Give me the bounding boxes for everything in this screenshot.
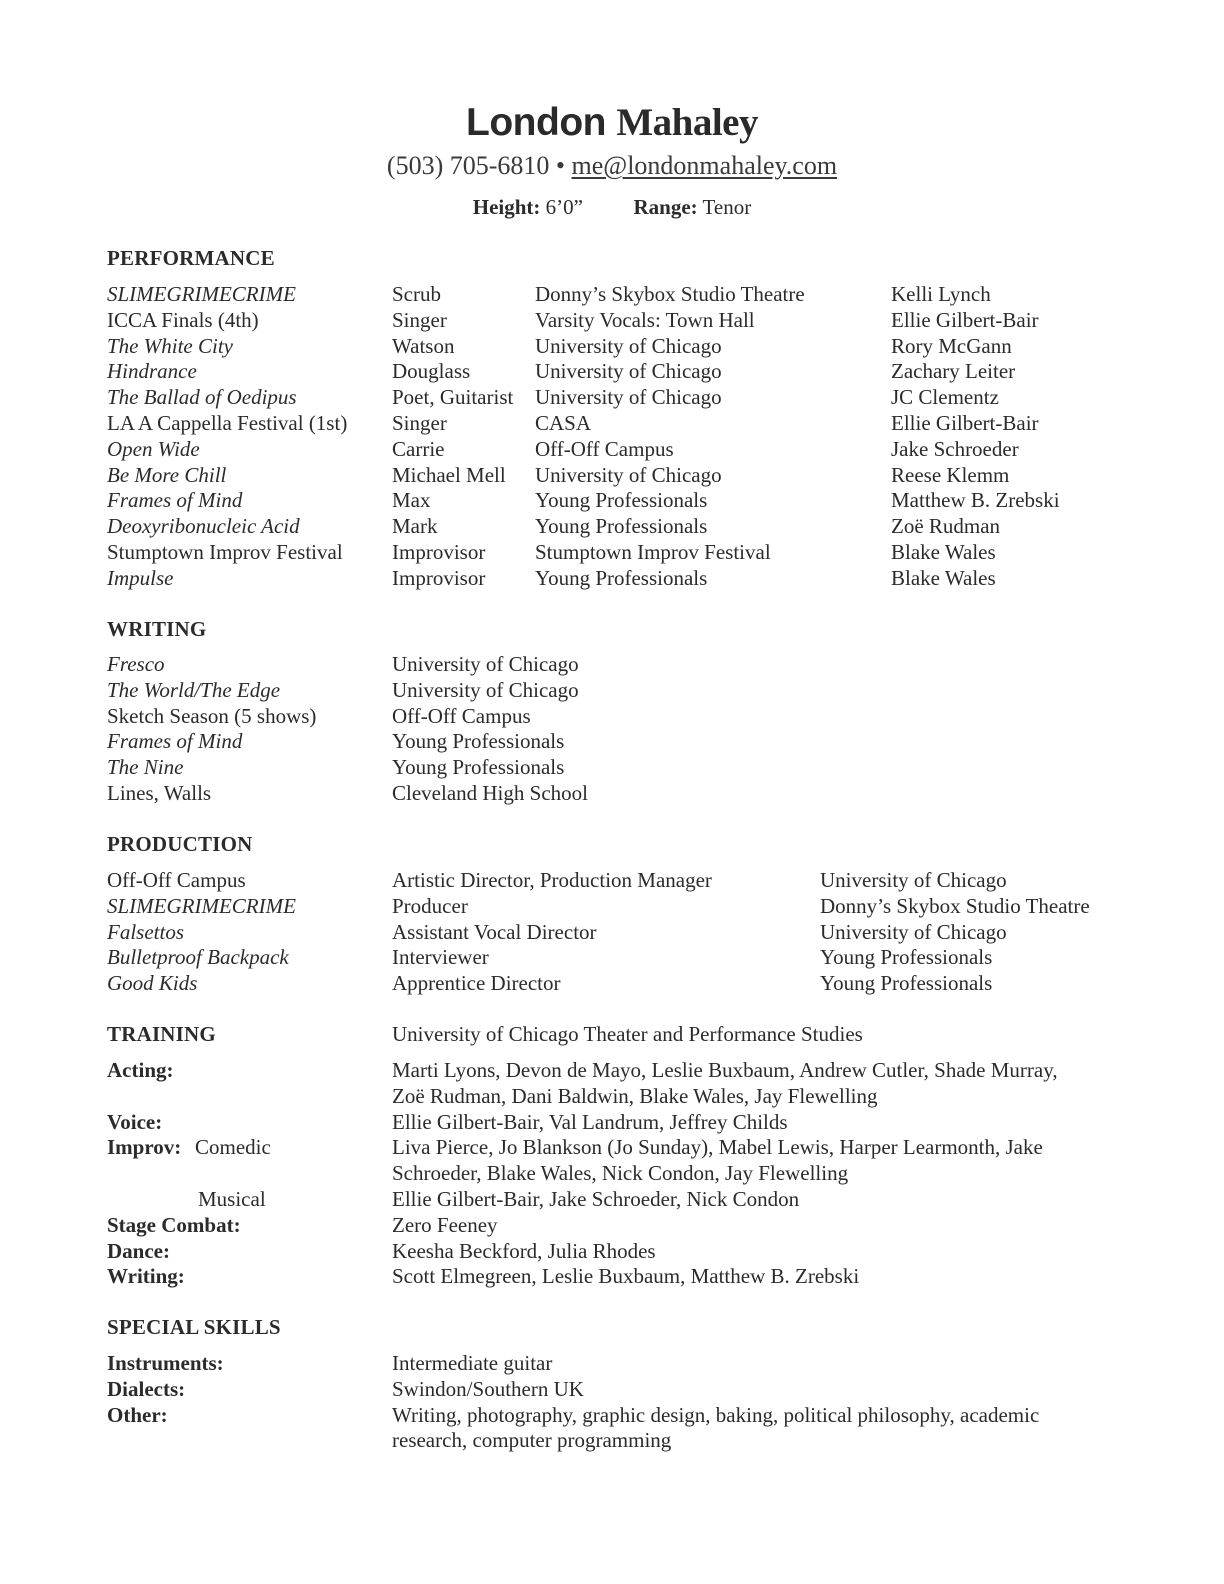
performance-director: Zachary Leiter (891, 359, 1016, 384)
performance-director: Rory McGann (891, 333, 1012, 358)
production-title: SLIMEGRIMECRIME (107, 893, 296, 918)
combat-teachers: Zero Feeney (392, 1212, 498, 1237)
writing-venue: Young Professionals (392, 729, 565, 754)
performance-venue: University of Chicago (535, 385, 722, 410)
comedic-label: Comedic (195, 1135, 271, 1160)
contact-separator: • (555, 151, 565, 180)
performance-director: JC Clementz (891, 385, 999, 410)
performance-director: Zoë Rudman (891, 514, 1001, 539)
range-value: Tenor (702, 195, 752, 219)
voice-teachers: Ellie Gilbert-Bair, Val Landrum, Jeffrey Childs (392, 1109, 788, 1134)
performance-role: Max (392, 488, 431, 513)
performance-title: Frames of Mind (107, 488, 243, 513)
performance-heading: PERFORMANCE (107, 246, 275, 270)
dance-label: Dance: (107, 1238, 170, 1263)
production-venue: Donny’s Skybox Studio Theatre (820, 893, 1090, 918)
comedic-teachers-line1: Liva Pierce, Jo Blankson (Jo Sunday), Mabel Lewis, Harper Learmonth, Jake (392, 1135, 1043, 1160)
writing-title: The World/The Edge (107, 677, 281, 702)
performance-director: Blake Wales (891, 565, 996, 590)
performance-role: Michael Mell (392, 462, 506, 487)
writing-heading: WRITING (107, 617, 207, 641)
acting-teachers-line2: Zoë Rudman, Dani Baldwin, Blake Wales, Jay Flewelling (392, 1083, 878, 1108)
performance-venue: Stumptown Improv Festival (535, 539, 771, 564)
production-venue: Young Professionals (820, 971, 993, 996)
performance-title: Stumptown Improv Festival (107, 539, 343, 564)
writing-title: Fresco (107, 652, 165, 676)
performance-role: Improvisor (392, 565, 486, 590)
acting-label: Acting: (107, 1058, 174, 1082)
performance-title: The Ballad of Oedipus (107, 385, 297, 410)
writing-teachers: Scott Elmegreen, Leslie Buxbaum, Matthew B. Zrebski (392, 1264, 860, 1289)
performance-role: Singer (392, 307, 447, 332)
production-heading: PRODUCTION (107, 832, 253, 856)
performance-director: Jake Schroeder (891, 436, 1019, 461)
performance-role: Mark (392, 514, 438, 539)
email-link[interactable]: me@londonmahaley.com (571, 151, 838, 180)
production-title: Falsettos (107, 919, 184, 944)
performance-role: Douglass (392, 359, 471, 384)
performance-venue: Young Professionals (535, 514, 708, 539)
production-role: Interviewer (392, 945, 489, 970)
phone-number: (503) 705-6810 (386, 151, 550, 180)
musical-teachers: Ellie Gilbert-Bair, Jake Schroeder, Nick Condon (392, 1186, 800, 1211)
height-label: Height: (472, 195, 541, 219)
performance-venue: Varsity Vocals: Town Hall (535, 307, 755, 332)
writing-title: Lines, Walls (107, 780, 212, 805)
performance-title: SLIMEGRIMECRIME (107, 282, 296, 306)
instruments-label: Instruments: (107, 1351, 224, 1375)
production-venue: University of Chicago (820, 868, 1007, 892)
performance-role: Scrub (392, 282, 441, 306)
writing-venue: Cleveland High School (392, 780, 588, 805)
writing-venue: University of Chicago (392, 677, 579, 702)
height-value: 6’0” (545, 195, 583, 219)
acting-teachers-line1: Marti Lyons, Devon de Mayo, Leslie Buxbaum, Andrew Cutler, Shade Murray, (392, 1058, 1058, 1082)
performance-venue: Young Professionals (535, 488, 708, 513)
performance-role: Watson (392, 333, 455, 358)
performance-title: ICCA Finals (4th) (107, 307, 259, 332)
skills-heading: SPECIAL SKILLS (107, 1315, 281, 1339)
performance-venue: Young Professionals (535, 565, 708, 590)
writing-venue: Young Professionals (392, 755, 565, 780)
voice-label: Voice: (107, 1109, 163, 1134)
production-role: Assistant Vocal Director (392, 919, 597, 944)
writing-venue: University of Chicago (392, 652, 579, 676)
production-title: Good Kids (107, 971, 198, 996)
other-value-line1: Writing, photography, graphic design, baking, political philosophy, academic (392, 1402, 1040, 1427)
performance-venue: University of Chicago (535, 462, 722, 487)
resume-name (0, 100, 1224, 145)
performance-title: Impulse (107, 565, 174, 590)
other-label: Other: (107, 1402, 168, 1427)
performance-role: Singer (392, 410, 447, 435)
musical-label: Musical (198, 1186, 266, 1211)
improv-label: Improv: (107, 1135, 182, 1160)
first-name: London (466, 101, 606, 144)
performance-venue: Donny’s Skybox Studio Theatre (535, 282, 805, 306)
performance-role: Improvisor (392, 539, 486, 564)
performance-title: Be More Chill (107, 462, 227, 487)
performance-venue: University of Chicago (535, 359, 722, 384)
performance-title: Hindrance (107, 359, 197, 384)
performance-title: Open Wide (107, 436, 200, 461)
dance-teachers: Keesha Beckford, Julia Rhodes (392, 1238, 656, 1263)
performance-director: Blake Wales (891, 539, 996, 564)
performance-director: Reese Klemm (891, 462, 1010, 487)
performance-venue: CASA (535, 410, 592, 435)
production-title: Off-Off Campus (107, 868, 246, 892)
instruments-value: Intermediate guitar (392, 1351, 553, 1375)
performance-role: Carrie (392, 436, 445, 461)
production-venue: University of Chicago (820, 919, 1007, 944)
performance-role: Poet, Guitarist (392, 385, 514, 410)
writing-title: Sketch Season (5 shows) (107, 703, 317, 728)
performance-title: Deoxyribonucleic Acid (107, 514, 300, 539)
range-label: Range: (633, 195, 698, 219)
other-value-line2: research, computer programming (392, 1428, 672, 1453)
dialects-label: Dialects: (107, 1376, 186, 1401)
production-venue: Young Professionals (820, 945, 993, 970)
combat-label: Stage Combat: (107, 1212, 241, 1237)
performance-venue: University of Chicago (535, 333, 722, 358)
performance-director: Ellie Gilbert-Bair (891, 410, 1039, 435)
production-title: Bulletproof Backpack (107, 945, 289, 970)
last-name: Mahaley (616, 101, 758, 144)
performance-venue: Off-Off Campus (535, 436, 674, 461)
writing-training-label: Writing: (107, 1264, 185, 1289)
contact-line (0, 151, 1224, 181)
performance-director: Matthew B. Zrebski (891, 488, 1060, 513)
performance-title: The White City (107, 333, 233, 358)
vital-stats (0, 195, 1224, 220)
dialects-value: Swindon/Southern UK (392, 1376, 584, 1401)
production-role: Apprentice Director (392, 971, 561, 996)
writing-title: Frames of Mind (107, 729, 243, 754)
production-role: Producer (392, 893, 468, 918)
comedic-teachers-line2: Schroeder, Blake Wales, Nick Condon, Jay Flewelling (392, 1161, 849, 1186)
training-heading: TRAINING (107, 1022, 216, 1046)
writing-title: The Nine (107, 755, 184, 780)
performance-director: Ellie Gilbert-Bair (891, 307, 1039, 332)
performance-director: Kelli Lynch (891, 282, 991, 306)
performance-title: LA A Cappella Festival (1st) (107, 410, 348, 435)
writing-venue: Off-Off Campus (392, 703, 531, 728)
production-role: Artistic Director, Production Manager (392, 868, 712, 892)
training-school-text: University of Chicago Theater and Performance Studies (392, 1022, 863, 1046)
